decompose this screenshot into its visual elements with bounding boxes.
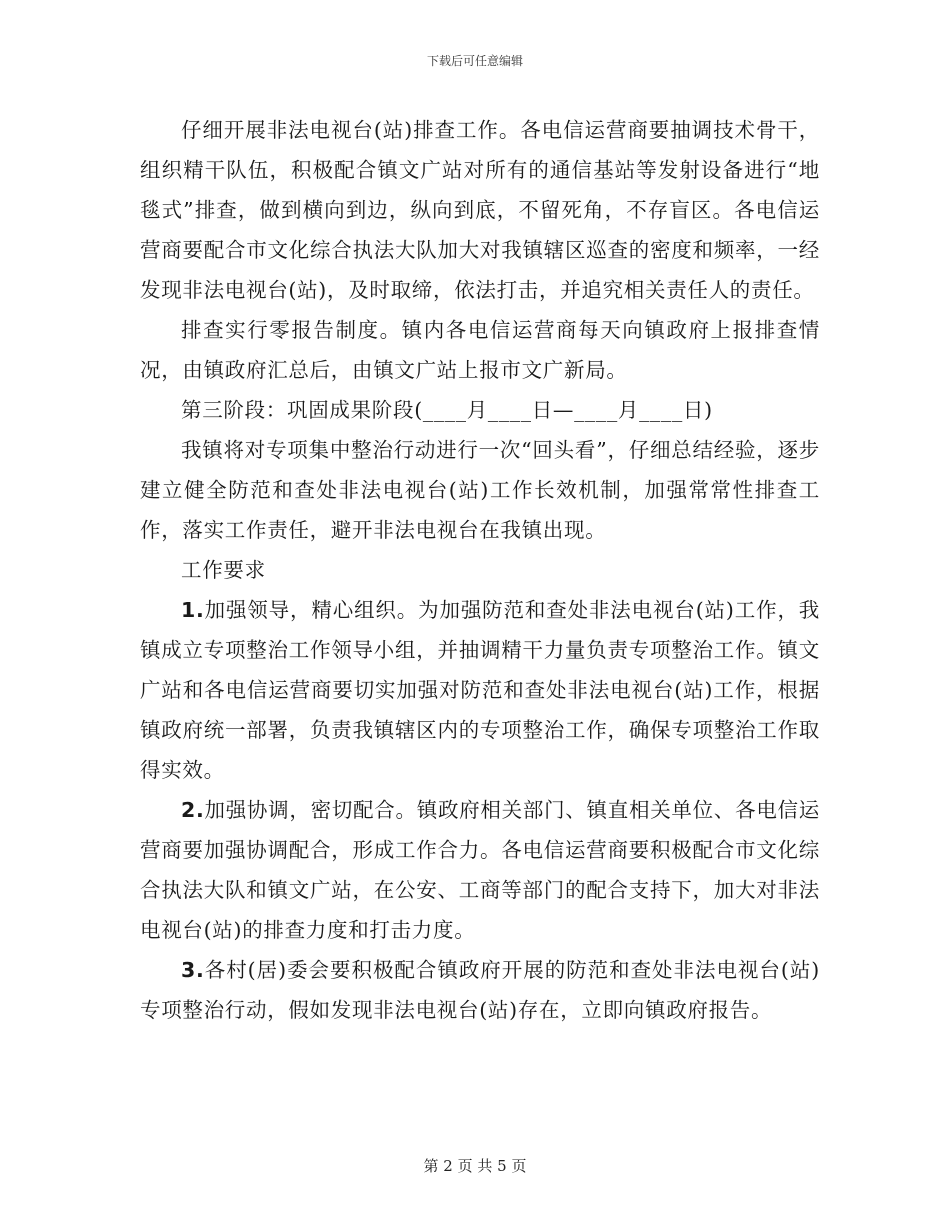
paragraph-investigation: [140, 110, 820, 310]
paragraph-text: 仔细开展非法电视台(站)排查工作。各电信运营商要抽调技术骨干，组织精干队伍，积极配合镇文广站对所有的通信基站等发射设备进行“地毯式”排查，做到横向到边，纵向到底，不留死角，不存盲区。各电信运营商要配合市文化综合执法大队加大对我镇辖区巡查的密度和频率，一经发现非法电视台(站)，及时取缔，依法打击，并追究相关责任人的责任。: [140, 118, 820, 302]
requirement-item-3: [140, 950, 820, 1030]
document-body: [140, 110, 820, 1030]
section-heading-requirements: [140, 550, 820, 590]
paragraph-text: 我镇将对专项集中整治行动进行一次“回头看”，仔细总结经验，逐步建立健全防范和查处非法电视台(站)工作长效机制，加强常常性排查工作，落实工作责任，避开非法电视台在我镇出现。: [140, 438, 820, 542]
item-number: 1.: [181, 598, 205, 622]
paragraph-text: 排查实行零报告制度。镇内各电信运营商每天向镇政府上报排查情况，由镇政府汇总后，由镇文广站上报市文广新局。: [140, 318, 820, 382]
item-text: 各村(居)委会要积极配合镇政府开展的防范和查处非法电视台(站)专项整治行动，假如发现非法电视台(站)存在，立即向镇政府报告。: [140, 958, 820, 1022]
item-text: 加强领导，精心组织。为加强防范和查处非法电视台(站)工作，我镇成立专项整治工作领导小组，并抽调精干力量负责专项整治工作。镇文广站和各电信运营商要切实加强对防范和查处非法电视台(站)工作，根据镇政府统一部署，负责我镇辖区内的专项整治工作，确保专项整治工作取得实效。: [140, 598, 820, 782]
paragraph-review: [140, 430, 820, 550]
item-text: 加强协调，密切配合。镇政府相关部门、镇直相关单位、各电信运营商要加强协调配合，形成工作合力。各电信运营商要积极配合市文化综合执法大队和镇文广站，在公安、工商等部门的配合支持下，加大对非法电视台(站)的排查力度和打击力度。: [140, 798, 820, 942]
heading-text: 工作要求: [181, 558, 266, 582]
paragraph-text: 第三阶段：巩固成果阶段(____月____日—____月____日): [181, 398, 713, 422]
requirement-item-2: [140, 790, 820, 950]
item-number: 2.: [181, 798, 205, 822]
item-number: 3.: [181, 958, 205, 982]
paragraph-phase-three: [140, 390, 820, 430]
page-footer: 第 2 页 共 5 页: [423, 1157, 527, 1175]
paragraph-zero-report: [140, 310, 820, 390]
requirement-item-1: [140, 590, 820, 790]
page-header: 下载后可任意编辑: [426, 54, 523, 68]
